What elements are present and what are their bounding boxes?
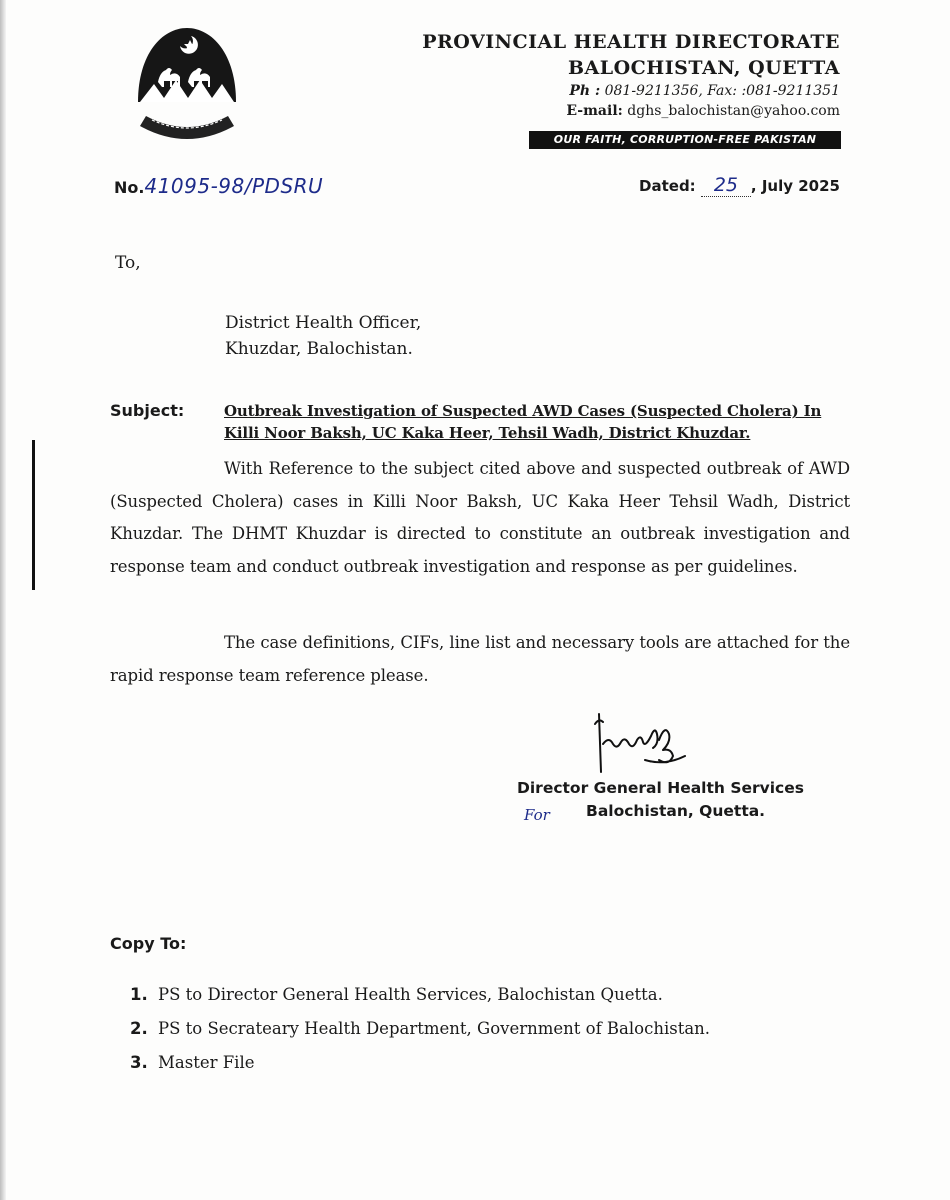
list-item-text: Master File <box>158 1053 255 1072</box>
balochistan-emblem-icon <box>132 24 242 156</box>
list-item-number: 3. <box>130 1053 148 1072</box>
email-label: E-mail: <box>566 103 623 119</box>
list-item <box>130 1051 710 1085</box>
letterhead-email <box>410 102 840 120</box>
body-paragraph-2: The case definitions, CIFs, line list and necessary tools are attached for the rapid response team reference please. <box>110 633 850 685</box>
copy-to-label: Copy To: <box>110 934 187 953</box>
date-month-year: , July 2025 <box>750 177 840 195</box>
phone-value: 081-9211356, Fax: :081-9211351 <box>604 83 840 99</box>
subject-text <box>224 400 854 444</box>
body-paragraph-1: With Reference to the subject cited above and suspected outbreak of AWD (Suspected Cholera) cases in Killi Noor Baksh, UC Kaka Heer Tehsil Wadh, District Khuzdar. The DHMT Khuzdar is directed to constitute an outbreak investigation and response team and conduct outbreak investigation and response as per guidelines. <box>110 459 850 576</box>
list-item <box>130 983 710 1017</box>
to-label: To, <box>115 253 141 273</box>
handwritten-signature <box>585 710 695 782</box>
email-value: dghs_balochistan@yahoo.com <box>627 103 840 119</box>
ref-no-handwritten: 41095-98/PDSRU <box>144 174 324 198</box>
dated-label: Dated: <box>639 177 696 195</box>
scan-edge <box>0 0 6 1200</box>
reference-number <box>114 174 323 198</box>
date-day-handwritten: 25 <box>701 174 751 197</box>
addressee-line-1: District Health Officer, <box>225 313 422 333</box>
phone-label: Ph : <box>569 83 601 99</box>
date-line <box>560 174 840 197</box>
subject-line-1: Outbreak Investigation of Suspected AWD Cases (Suspected Cholera) In <box>224 402 822 420</box>
letterhead-phone <box>410 82 840 100</box>
list-item-text: PS to Director General Health Services, Balochistan Quetta. <box>158 985 663 1004</box>
subject-label: Subject: <box>110 401 185 420</box>
list-item <box>130 1017 710 1051</box>
list-item-number: 2. <box>130 1019 148 1038</box>
letterhead-city: BALOCHISTAN, QUETTA <box>567 57 840 79</box>
addressee-line-2: Khuzdar, Balochistan. <box>225 339 413 359</box>
ref-no-label: No. <box>114 178 145 197</box>
scan-mark <box>32 440 35 590</box>
list-item-text: PS to Secrateary Health Department, Government of Balochistan. <box>158 1019 711 1038</box>
signatory-title: Director General Health Services <box>517 779 804 797</box>
subject-line-2: Killi Noor Baksh, UC Kaka Heer, Tehsil Wadh, District Khuzdar. <box>224 424 751 442</box>
letterhead-title: PROVINCIAL HEALTH DIRECTORATE <box>422 31 840 53</box>
slogan-banner: OUR FAITH, CORRUPTION-FREE PAKISTAN <box>529 131 841 149</box>
list-item-number: 1. <box>130 985 148 1004</box>
copy-to-list <box>130 983 710 1085</box>
signatory-place: Balochistan, Quetta. <box>586 802 766 820</box>
signatory-for-mark: For <box>524 806 550 824</box>
